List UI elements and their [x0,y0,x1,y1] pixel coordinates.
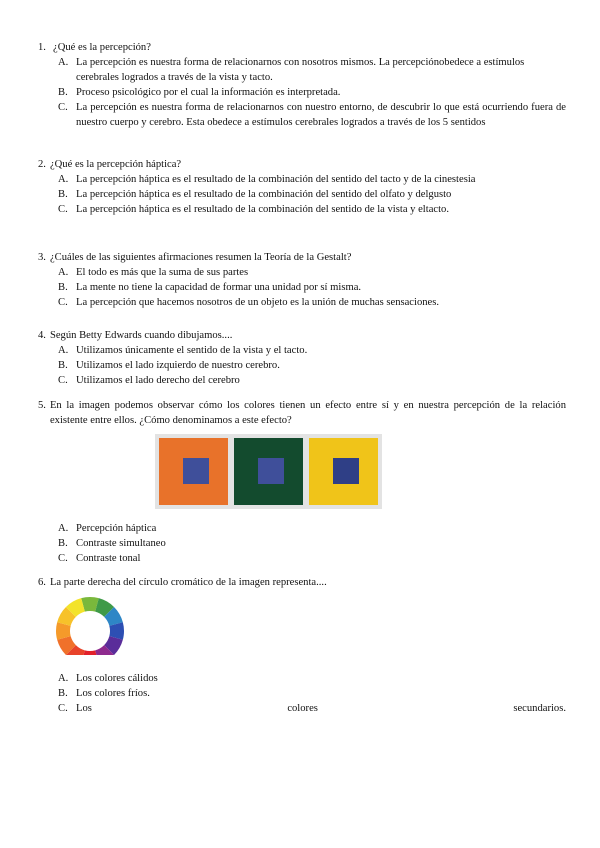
blue-square [258,458,284,484]
option-c[interactable] [58,295,566,310]
option-c[interactable] [58,551,566,566]
option-letter: B. [58,189,68,200]
option-b[interactable] [58,536,566,551]
option-letter: A. [58,267,69,278]
option-letter: B. [58,538,68,549]
option-letter: B. [58,87,68,98]
question-text: La parte derecha del círculo cromático de la imagen representa.... [49,577,327,588]
green-swatch [234,438,303,505]
question-2 [38,157,566,217]
option-b[interactable] [58,358,566,373]
option-text: La percepción es nuestra forma de relacionarnos con nuestro entorno, de descubrir lo que está ocurriendo fuera de nuestro cuerpo y cerebro. Esta obedece a estímulos cerebrales logrados a través de los 5 sentidos [76,102,566,128]
question-1 [38,40,566,130]
option-text: La mente no tiene la capacidad de formar una unidad por sí misma. [76,282,362,293]
option-text: Los colores cálidos [76,673,158,684]
option-text: La percepción háptica es el resultado de la combinación del sentido del tacto y de la cinestesia [76,174,476,185]
option-letter: B. [58,282,68,293]
option-a[interactable] [58,55,566,85]
simultaneous-contrast-image [155,434,382,509]
option-b[interactable] [58,187,566,202]
option-letter: C. [58,375,68,386]
option-letter: A. [58,345,69,356]
option-letter: A. [58,523,69,534]
option-a[interactable] [58,265,566,280]
option-text: La percepción háptica es el resultado de la combinación del sentido de la vista y eltacto. [76,204,449,215]
option-text: La percepción es nuestra forma de relacionarnos con nosotros mismos. La percepciónobedece a estímulos cerebrales logrados a través de la vista y tacto. [76,57,525,83]
option-text: Percepción háptica [76,523,157,534]
option-text: Utilizamos el lado derecho del cerebro [76,375,240,386]
option-c[interactable] [58,202,566,217]
question-6-options [38,671,566,716]
option-text [76,701,566,716]
color-wheel-image [54,595,130,655]
option-letter: C. [58,703,68,714]
question-text: ¿Qué es la percepción háptica? [49,159,182,170]
option-a[interactable] [58,671,566,686]
option-a[interactable] [58,343,566,358]
yellow-swatch [309,438,378,505]
question-number: 3. [38,252,46,263]
option-letter: C. [58,102,68,113]
option-b[interactable] [58,85,566,100]
option-c[interactable] [58,701,566,716]
question-3 [38,250,566,310]
option-text: La percepción háptica es el resultado de la combinación del sentido del olfato y delgusto [76,189,452,200]
option-b[interactable] [58,686,566,701]
question-number: 1. [38,42,46,53]
option-text: Proceso psicológico por el cual la información es interpretada. [76,87,341,98]
option-text: Utilizamos únicamente el sentido de la vista y el tacto. [76,345,308,356]
blue-square [183,458,209,484]
option-text: La percepción que hacemos nosotros de un objeto es la unión de muchas sensaciones. [76,297,440,308]
option-text: El todo es más que la suma de sus partes [76,267,249,278]
option-text: Contraste tonal [76,553,141,564]
blue-square [333,458,359,484]
question-text: En la imagen podemos observar cómo los colores tienen un efecto entre sí y en nuestra percepción de la relación existente entre ellos. ¿Cómo denominamos a este efecto? [49,400,566,426]
option-letter: C. [58,297,68,308]
option-word: Los [76,703,92,714]
option-letter: A. [58,174,69,185]
option-text: Contraste simultaneo [76,538,166,549]
option-a[interactable] [58,172,566,187]
option-text: Utilizamos el lado izquierdo de nuestro cerebro. [76,360,280,371]
question-4 [38,328,566,388]
option-letter: C. [58,553,68,564]
option-letter: A. [58,673,69,684]
option-c[interactable] [58,373,566,388]
question-number: 2. [38,159,46,170]
option-text: Los colores fríos. [76,688,150,699]
question-6 [38,575,566,590]
option-letter: A. [58,57,69,68]
question-number: 6. [38,577,46,588]
question-number: 5. [38,400,46,411]
question-text: ¿Qué es la percepción? [53,42,151,53]
option-word: secundarios. [513,703,566,714]
option-letter: B. [58,688,68,699]
question-5 [38,398,566,566]
question-text: Según Betty Edwards cuando dibujamos.... [49,330,233,341]
option-letter: C. [58,204,68,215]
orange-swatch [159,438,228,505]
question-number: 4. [38,330,46,341]
question-text: ¿Cuáles de las siguientes afirmaciones resumen la Teoría de la Gestalt? [49,252,352,263]
option-letter: B. [58,360,68,371]
option-word: colores [287,703,318,714]
option-c[interactable] [58,100,566,130]
option-a[interactable] [58,521,566,536]
option-b[interactable] [58,280,566,295]
